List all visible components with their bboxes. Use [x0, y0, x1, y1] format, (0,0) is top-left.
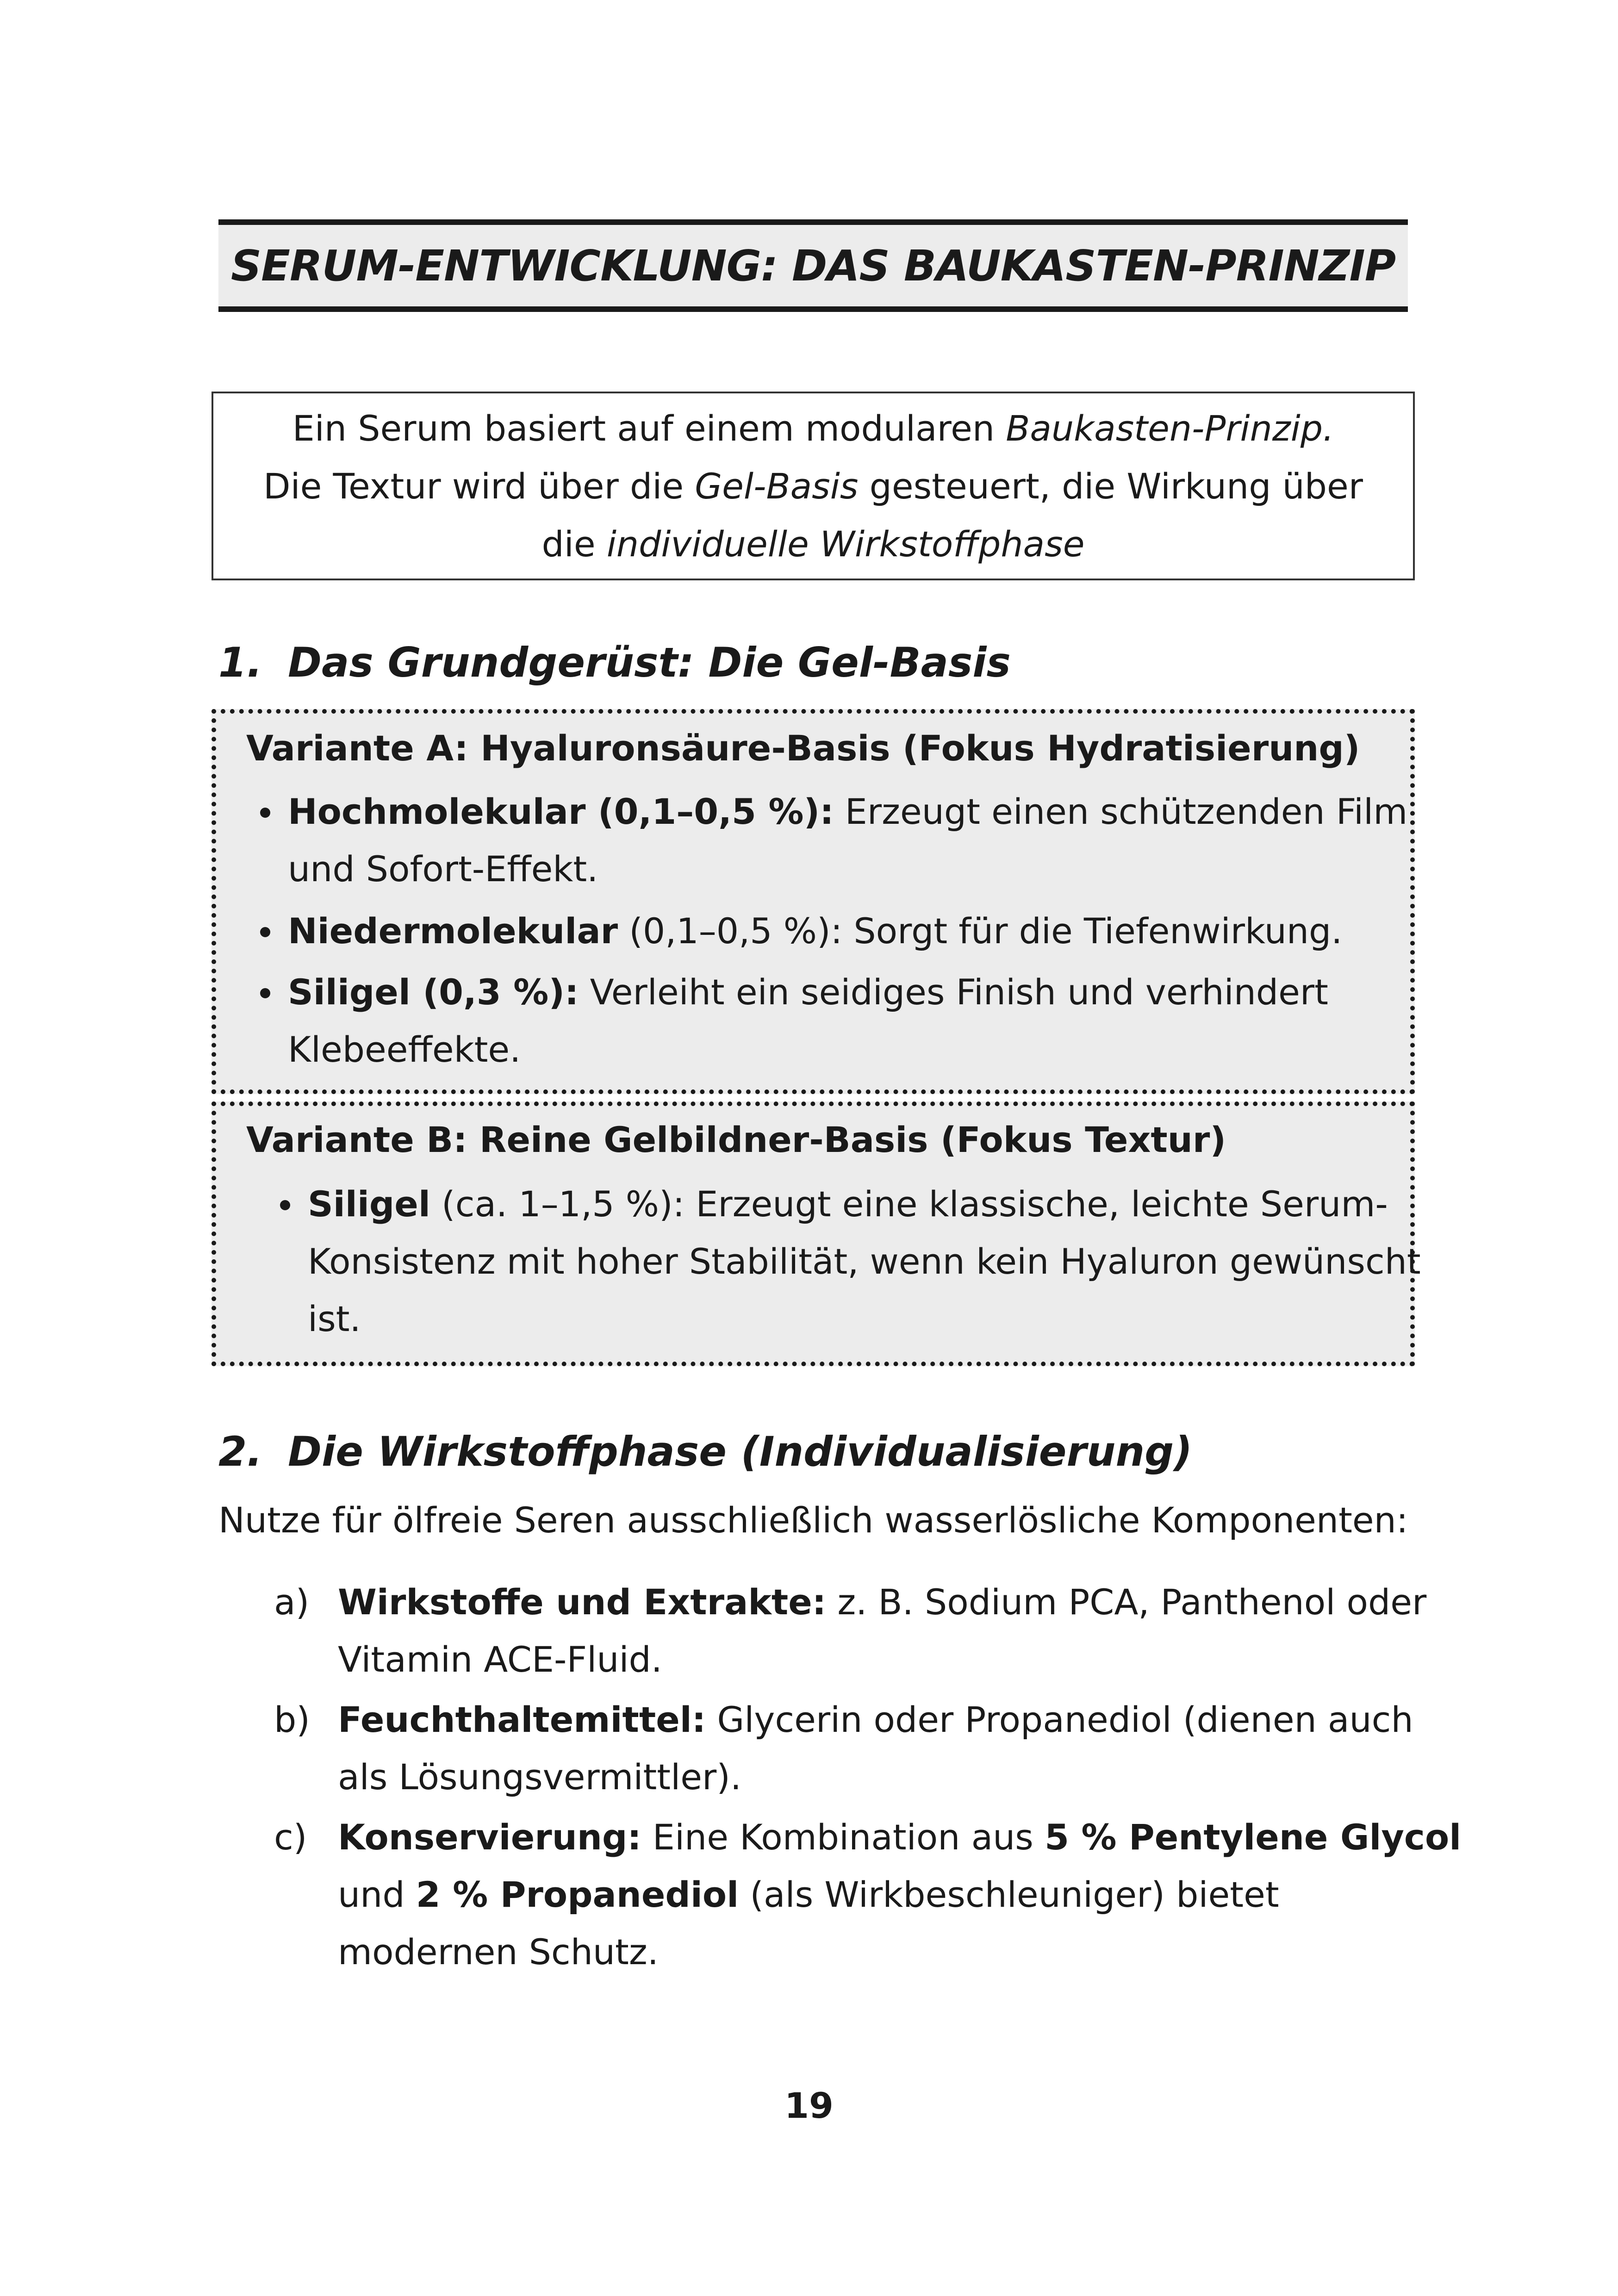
- item-text: z. B. Sodium PCA, Panthenol oder: [826, 1581, 1427, 1623]
- item-text: Eine Kombination aus: [641, 1817, 1045, 1858]
- page-number: 19: [784, 2085, 834, 2126]
- intro-line-1: [292, 399, 1334, 457]
- bullet-text: (0,1–0,5 %): Sorgt für die Tiefenwirkung.: [618, 910, 1343, 952]
- bullet-text: Konsistenz mit hoher Stabilität, wenn kein Hyaluron gewünscht: [308, 1241, 1421, 1282]
- variant-a-title: Variante A: Hyaluronsäure-Basis (Fokus Hydratisierung): [246, 728, 1360, 769]
- section-title: Die Wirkstoffphase (Individualisierung): [288, 1428, 1193, 1475]
- intro-text: gesteuert, die Wirkung über: [858, 465, 1363, 507]
- item-text: Vitamin ACE-Fluid.: [338, 1639, 662, 1680]
- item-text: Glycerin oder Propanediol (dienen auch: [706, 1699, 1413, 1740]
- bullet-dot-icon: [260, 988, 270, 998]
- item-term: 2 % Propanediol: [416, 1874, 739, 1915]
- bullet-dot-icon: [280, 1200, 290, 1210]
- bullet-term: Siligel (0,3 %):: [288, 971, 579, 1013]
- item-term: Feuchthaltemittel:: [338, 1699, 706, 1740]
- item-text: (als Wirkbeschleuniger) bietet: [739, 1874, 1279, 1915]
- bullet-text: ist.: [308, 1298, 361, 1339]
- bullet-dot-icon: [260, 808, 270, 818]
- item-term: 5 % Pentylene Glycol: [1045, 1817, 1462, 1858]
- intro-text: die: [541, 523, 607, 565]
- section-title: Das Grundgerüst: Die Gel-Basis: [288, 639, 1011, 686]
- intro-box: [212, 392, 1415, 580]
- intro-line-3: [542, 515, 1085, 573]
- variant-a-box: [212, 709, 1415, 1094]
- intro-emphasis: individuelle Wirkstoffphase: [606, 523, 1085, 565]
- bullet-text: Klebeeffekte.: [288, 1029, 521, 1070]
- intro-emphasis: Gel-Basis: [695, 465, 859, 507]
- intro-text: Ein Serum basiert auf einem modularen: [292, 407, 1006, 449]
- bullet-term: Hochmolekular (0,1–0,5 %):: [288, 791, 834, 832]
- intro-emphasis: Baukasten-Prinzip.: [1006, 407, 1334, 449]
- bullet-term: Niedermolekular: [288, 910, 618, 952]
- item-text: modernen Schutz.: [338, 1931, 659, 1972]
- bullet-text: und Sofort-Effekt.: [288, 848, 598, 890]
- section-number: 1.: [218, 639, 262, 686]
- item-text: als Lösungsvermittler).: [338, 1756, 742, 1798]
- bullet-dot-icon: [260, 927, 270, 937]
- page-title: SERUM-ENTWICKLUNG: DAS BAUKASTEN-PRINZIP: [230, 241, 1396, 291]
- item-term: Konservierung:: [338, 1817, 641, 1858]
- section-number: 2.: [218, 1428, 262, 1475]
- intro-line-2: [263, 457, 1363, 515]
- variant-b-title: Variante B: Reine Gelbildner-Basis (Fokus Textur): [246, 1119, 1226, 1160]
- bullet-text: Verleiht ein seidiges Finish und verhindert: [579, 971, 1328, 1013]
- bullet-text: (ca. 1–1,5 %): Erzeugt eine klassische, leichte Serum-: [430, 1183, 1388, 1225]
- list-marker: b): [274, 1699, 310, 1740]
- intro-text: Die Textur wird über die: [263, 465, 695, 507]
- item-term: Wirkstoffe und Extrakte:: [338, 1581, 827, 1623]
- section2-intro: Nutze für ölfreie Seren ausschließlich wasserlösliche Komponenten:: [218, 1500, 1408, 1541]
- bullet-text: Erzeugt einen schützenden Film: [834, 791, 1408, 832]
- variant-b-box: [212, 1101, 1421, 1366]
- title-banner: [218, 219, 1408, 312]
- list-marker: c): [274, 1817, 307, 1858]
- section-heading-2: [218, 1428, 1192, 1475]
- item-text: und: [338, 1874, 416, 1915]
- bullet-term: Siligel: [308, 1183, 430, 1225]
- list-marker: a): [274, 1581, 310, 1623]
- section-heading-1: [218, 639, 1011, 686]
